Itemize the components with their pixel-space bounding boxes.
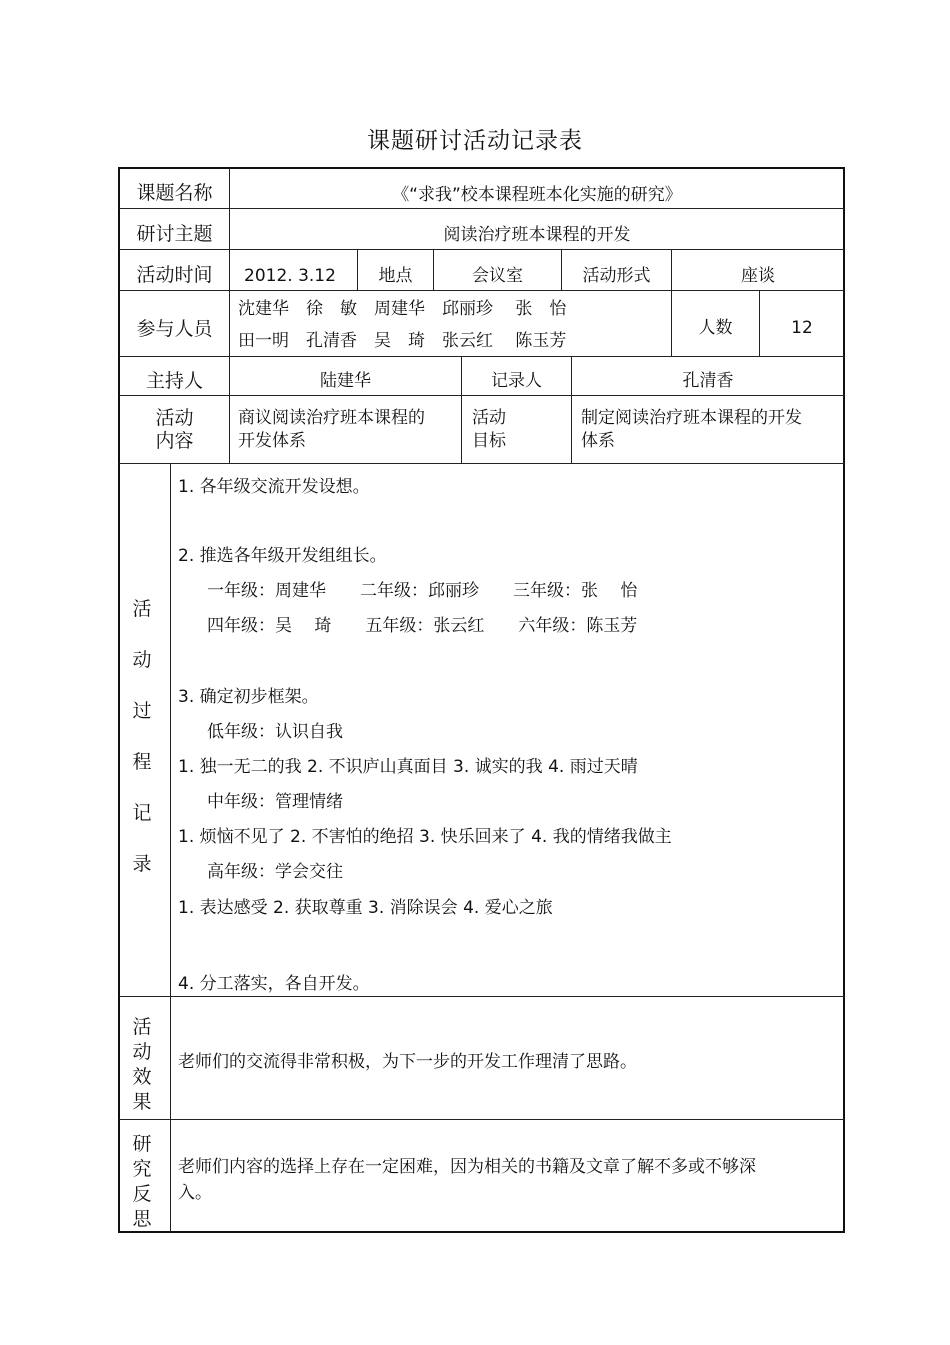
host-label: 主持人 [145,370,203,392]
page-title: 课题研讨活动记录表 [367,128,583,154]
host-value: 陆建华 [320,371,371,391]
place-label: 地点 [378,266,413,286]
process-label-char: 活 [132,598,152,620]
effect-value: 老师们的交流得非常积极，为下一步的开发工作理清了思路。 [178,1052,637,1072]
content-value-line-2: 开发体系 [238,431,306,451]
process-line: 1. 独一无二的我 2. 不识庐山真面目 3. 诚实的我 4. 雨过天晴 [178,757,638,777]
theme-label: 研讨主题 [136,223,213,245]
reflection-label-char: 思 [132,1208,152,1230]
row-divider [119,395,844,396]
process-line: 一年级：周建华 二年级：邱丽珍 三年级：张 怡 [207,581,638,601]
process-line: 3. 确定初步框架。 [178,687,319,707]
goal-value-line-2: 体系 [581,431,615,451]
form-value: 座谈 [741,266,775,286]
reflection-label-char: 反 [132,1183,152,1205]
place-value: 会议室 [472,266,523,286]
participants-line-1: 沈建华 徐 敏 周建华 邱丽珍 张 怡 [238,299,567,319]
effect-label-char: 活 [132,1016,152,1038]
row-divider [119,996,844,997]
recorder-value: 孔清香 [682,371,734,391]
process-line: 1. 烦恼不见了 2. 不害怕的绝招 3. 快乐回来了 4. 我的情绪我做主 [178,827,672,847]
time-label: 活动时间 [136,264,213,286]
row-divider [119,1119,844,1120]
time-value: 2012. 3.12 [244,266,336,286]
row-divider [119,356,844,357]
process-label-char: 程 [132,751,152,773]
content-label-line-1: 活动 [155,407,194,429]
effect-label-char: 动 [132,1041,152,1063]
col-divider [229,168,230,464]
process-line: 低年级：认识自我 [207,722,343,742]
participants-line-2: 田一明 孔清香 吴 琦 张云红 陈玉芳 [238,331,567,351]
reflection-label-char: 究 [132,1158,152,1180]
row-divider [119,208,844,209]
theme-value: 阅读治疗班本课程的开发 [443,225,631,245]
reflection-label-char: 研 [132,1133,152,1155]
topic-value: 《“求我”校本课程班本化实施的研究》 [392,185,682,205]
process-line: 高年级：学会交往 [207,862,343,882]
count-value: 12 [791,318,813,338]
process-line: 1. 各年级交流开发设想。 [178,477,370,497]
recorder-label: 记录人 [491,371,542,391]
process-line: 4. 分工落实，各自开发。 [178,974,370,994]
process-label-char: 录 [132,853,152,875]
effect-label-char: 效 [132,1066,152,1088]
participants-label: 参与人员 [136,318,213,340]
count-label: 人数 [698,318,733,338]
process-label-char: 过 [132,700,152,722]
process-line: 1. 表达感受 2. 获取尊重 3. 消除误会 4. 爱心之旅 [178,898,553,918]
effect-label-char: 果 [132,1091,152,1113]
reflection-value-line-2: 入。 [178,1183,212,1203]
goal-value-line-1: 制定阅读治疗班本课程的开发 [581,408,802,428]
col-divider [170,463,171,1232]
row-divider [119,463,844,464]
process-label-char: 记 [132,802,152,824]
row-divider [119,249,844,250]
content-value-line-1: 商议阅读治疗班本课程的 [238,408,425,428]
process-line: 中年级：管理情绪 [207,792,343,812]
process-line: 四年级：吴 琦 五年级：张云红 六年级：陈玉芳 [207,616,638,636]
row-divider [119,290,844,291]
form-label: 活动形式 [582,266,651,286]
process-label-char: 动 [132,649,152,671]
process-line: 2. 推选各年级开发组组长。 [178,546,387,566]
goal-label-line-2: 目标 [472,431,506,451]
goal-label-line-1: 活动 [472,408,506,428]
topic-label: 课题名称 [136,182,213,204]
content-label-line-2: 内容 [155,430,194,452]
reflection-value-line-1: 老师们内容的选择上存在一定困难，因为相关的书籍及文章了解不多或不够深 [178,1157,756,1177]
